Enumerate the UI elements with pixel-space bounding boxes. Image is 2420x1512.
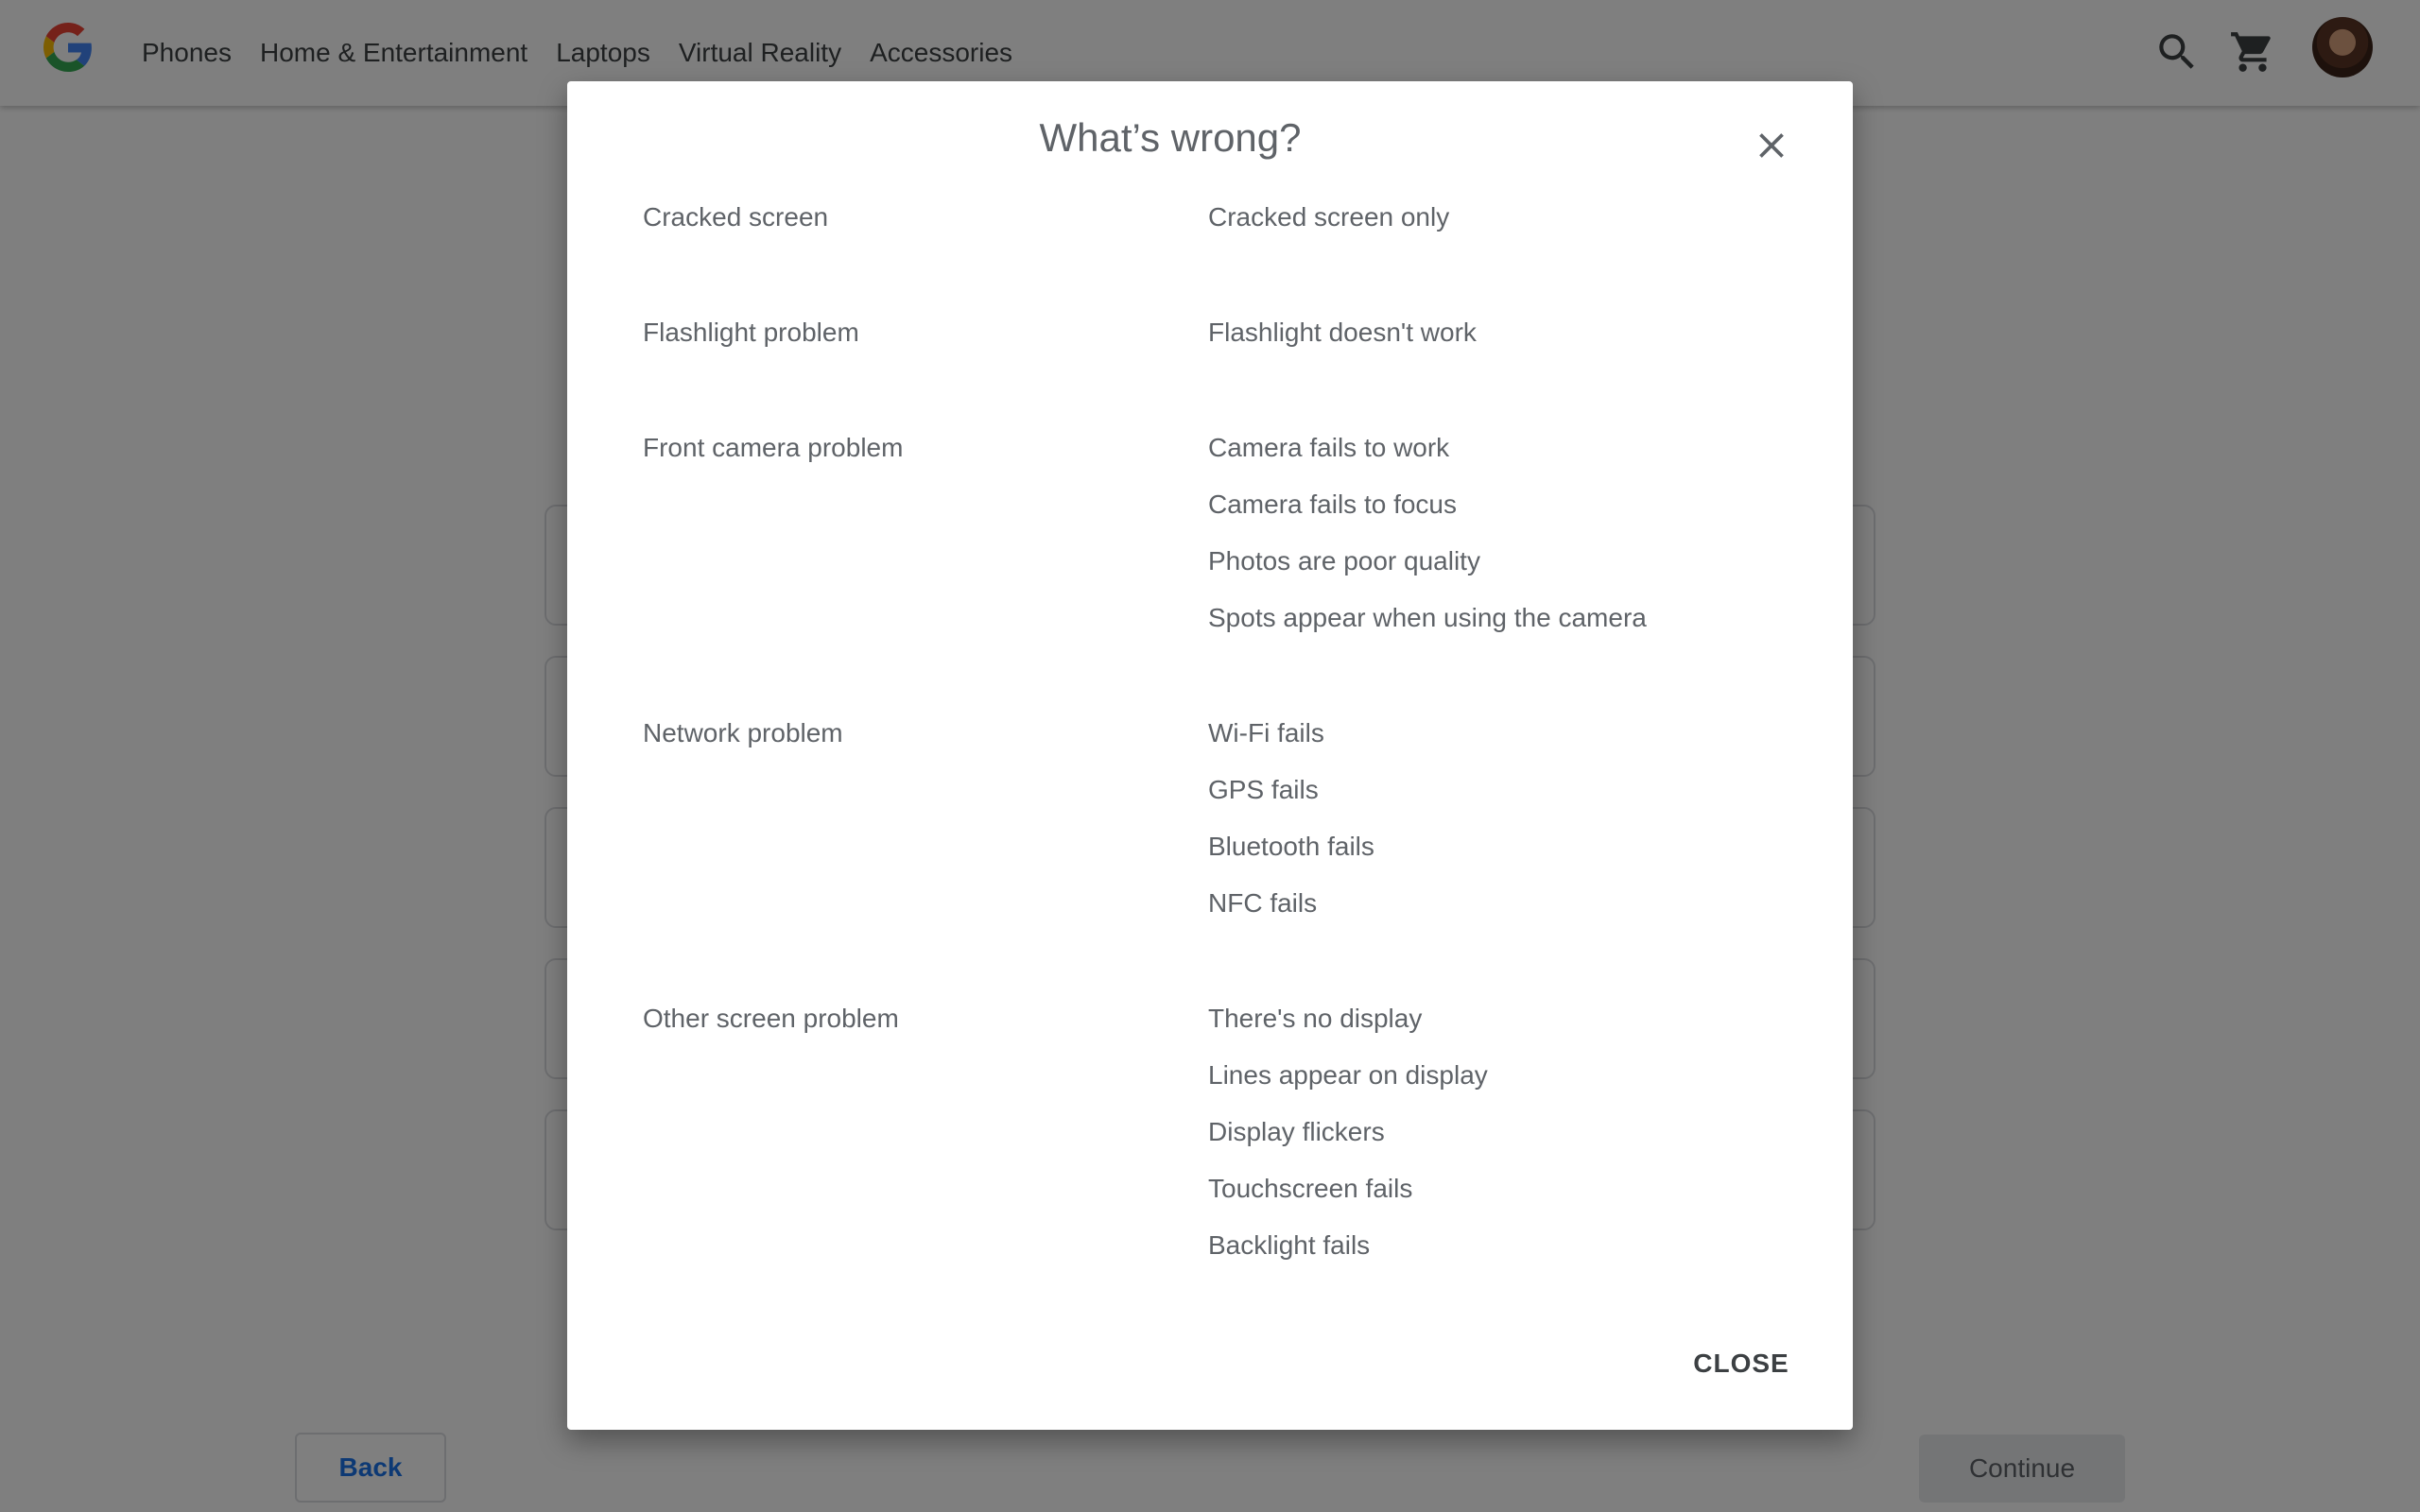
issue-item: Bluetooth fails bbox=[1208, 832, 1374, 861]
issue-item: Backlight fails bbox=[1208, 1230, 1371, 1260]
issue-category: Cracked screen bbox=[643, 202, 829, 232]
close-icon[interactable] bbox=[1751, 125, 1792, 166]
issue-item: Wi-Fi fails bbox=[1208, 718, 1324, 747]
close-button[interactable]: CLOSE bbox=[1693, 1349, 1789, 1378]
whats-wrong-dialog bbox=[567, 81, 1853, 1430]
issue-item: Spots appear when using the camera bbox=[1208, 603, 1647, 632]
issue-category: Front camera problem bbox=[643, 433, 904, 462]
issue-category: Network problem bbox=[643, 718, 843, 747]
issue-category: Other screen problem bbox=[643, 1004, 899, 1033]
issue-item: NFC fails bbox=[1208, 888, 1318, 918]
issue-group-other-screen bbox=[643, 990, 1777, 1274]
issue-item: There's no display bbox=[1208, 1004, 1423, 1033]
dialog-title: What’s wrong? bbox=[1039, 115, 1302, 160]
issue-group-cracked-screen bbox=[643, 189, 1777, 246]
issue-item: Camera fails to focus bbox=[1208, 490, 1457, 519]
issue-item: Display flickers bbox=[1208, 1117, 1385, 1146]
issue-group-front-camera bbox=[643, 420, 1777, 646]
issue-group-network bbox=[643, 705, 1777, 932]
issue-item: GPS fails bbox=[1208, 775, 1319, 804]
issue-item: Flashlight doesn't work bbox=[1208, 318, 1477, 347]
issue-item: Cracked screen only bbox=[1208, 202, 1450, 232]
issue-list bbox=[643, 189, 1777, 1332]
issue-item: Lines appear on display bbox=[1208, 1060, 1488, 1090]
issue-group-flashlight bbox=[643, 304, 1777, 361]
issue-category: Flashlight problem bbox=[643, 318, 859, 347]
issue-item: Photos are poor quality bbox=[1208, 546, 1480, 576]
issue-item: Camera fails to work bbox=[1208, 433, 1450, 462]
issue-item: Touchscreen fails bbox=[1208, 1174, 1413, 1203]
